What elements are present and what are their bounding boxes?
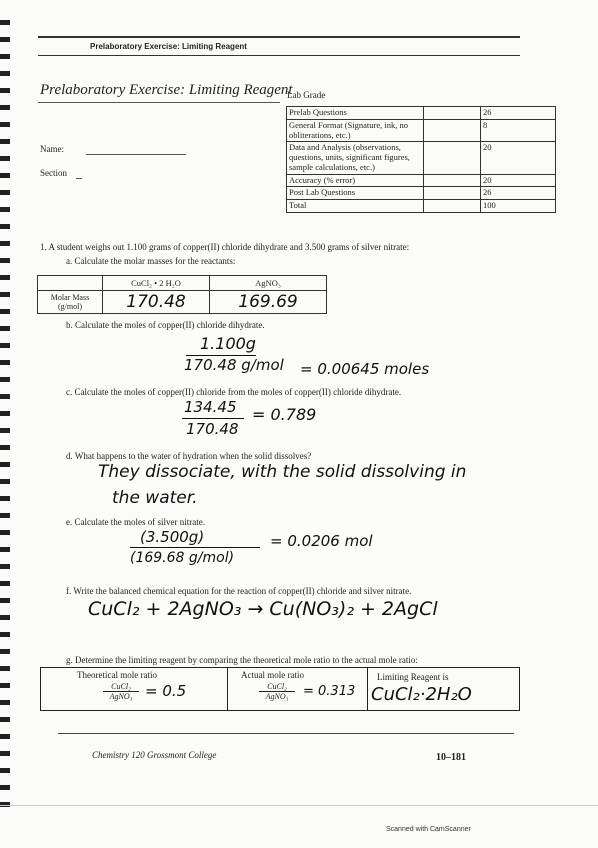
answer-1c-numerator: 134.45 <box>184 398 237 416</box>
section-field[interactable] <box>76 178 82 179</box>
answer-1f-equation: CuCl₂ + 2AgNO₃ → Cu(NO₃)₂ + 2AgCl <box>88 598 438 620</box>
actual-ratio-value: = 0.313 <box>303 684 356 699</box>
actual-ratio-label: Actual mole ratio <box>241 670 304 680</box>
grade-row: Total 100 <box>287 200 556 213</box>
mole-ratio-box <box>40 667 520 711</box>
question-1g: g. Determine the limiting reagent by comparing the theoretical mole ratio to the actual mole ratio: <box>66 655 418 665</box>
theoretical-fraction: CuCl₂ AgNO₃ <box>103 682 139 701</box>
question-1c: c. Calculate the moles of copper(II) chloride from the moles of copper(II) chloride dihydrate. <box>66 387 402 397</box>
actual-fraction: CuCl₂ AgNO₃ <box>259 682 295 701</box>
scanner-watermark: Scanned with CamScanner <box>386 826 471 833</box>
name-field[interactable] <box>86 154 186 155</box>
spiral-binding <box>0 20 10 810</box>
fraction-bar <box>130 547 260 548</box>
question-1f: f. Write the balanced chemical equation for the reaction of copper(II) chloride and silver nitrate. <box>66 586 412 596</box>
page-title: Prelaboratory Exercise: Limiting Reagent <box>40 82 293 98</box>
box-divider <box>367 668 368 710</box>
footer-page-number: 10–181 <box>436 752 466 763</box>
footer-course: Chemistry 120 Grossmont College <box>92 750 217 760</box>
question-1: 1. A student weighs out 1.100 grams of copper(II) chloride dihydrate and 3.500 grams of silver nitrate: <box>40 242 410 252</box>
answer-1b-denominator: 170.48 g/mol <box>184 356 284 374</box>
question-1e: e. Calculate the moles of silver nitrate. <box>66 517 205 527</box>
molar-mass-cucl2: 170.48 <box>103 291 210 314</box>
grade-row: Data and Analysis (observations, questions, units, significant figures, sample calculations, etc.) 20 <box>287 142 556 174</box>
question-1d: d. What happens to the water of hydration when the solid dissolves? <box>66 451 312 461</box>
question-1b: b. Calculate the moles of copper(II) chloride dihydrate. <box>66 320 265 330</box>
answer-1e-numerator: (3.500g) <box>140 528 205 546</box>
answer-1b-numerator: 1.100g <box>200 334 256 353</box>
answer-1d-line1: They dissociate, with the solid dissolving in <box>98 462 467 482</box>
answer-1e-result: = 0.0206 mol <box>270 532 373 550</box>
limiting-reagent-label: Limiting Reagent is <box>377 672 449 682</box>
grade-row: Prelab Questions 26 <box>287 107 556 120</box>
title-rule <box>38 102 280 103</box>
footer-rule <box>58 733 514 734</box>
answer-1b-result: = 0.00645 moles <box>300 360 430 378</box>
header-title: Prelaboratory Exercise: Limiting Reagent <box>90 42 247 51</box>
box-divider <box>227 668 228 710</box>
molar-mass-table: CuCl₂ • 2 H₂O AgNO₃ Molar Mass (g/mol) 170.48 169.69 <box>37 275 327 314</box>
fraction-bar <box>182 418 244 419</box>
answer-1c-result: = 0.789 <box>252 405 317 424</box>
grade-row: Accuracy (% error) 20 <box>287 174 556 187</box>
name-label: Name: <box>40 144 64 154</box>
lab-grade-table <box>286 106 556 213</box>
theoretical-ratio-label: Theoretical mole ratio <box>77 670 157 680</box>
question-1a: a. Calculate the molar masses for the reactants: <box>66 256 236 266</box>
header-rule-top <box>38 36 520 38</box>
answer-1d-line2: the water. <box>112 488 198 508</box>
header-rule-bottom <box>38 55 520 56</box>
theoretical-ratio-value: = 0.5 <box>145 682 187 700</box>
limiting-reagent-value: CuCl₂·2H₂O <box>371 684 472 705</box>
molar-mass-agno3: 169.69 <box>210 291 327 314</box>
lab-grade-label: Lab Grade <box>287 90 326 100</box>
section-label: Section <box>40 168 67 178</box>
grade-row: General Format (Signature, ink, no obliterations, etc.) 8 <box>287 119 556 142</box>
answer-1e-denominator: (169.68 g/mol) <box>130 550 235 566</box>
answer-1c-denominator: 170.48 <box>186 420 239 438</box>
grade-row: Post Lab Questions 26 <box>287 187 556 200</box>
page-bottom-edge <box>0 805 598 806</box>
